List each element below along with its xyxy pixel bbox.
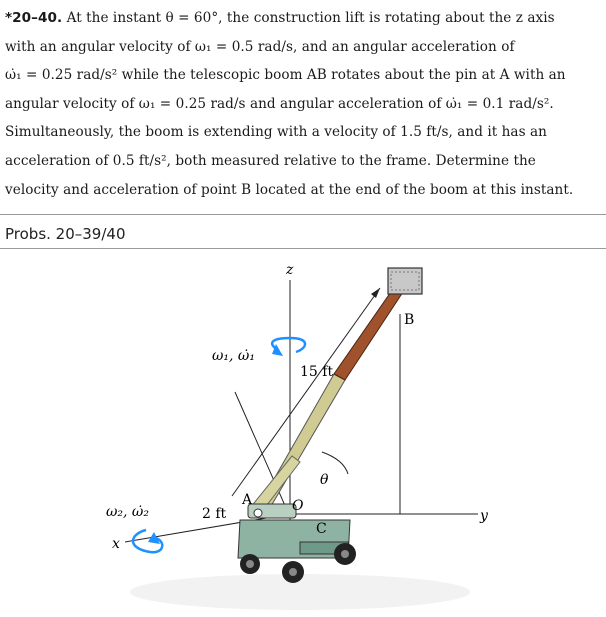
label-omega1: ω₁, ω̇₁	[212, 348, 255, 364]
label-C: C	[316, 521, 327, 537]
problem-line-2: with an angular velocity of ω₁ = 0.5 rad/s, and an angular acceleration of	[5, 38, 515, 55]
construction-lift-figure	[0, 252, 606, 617]
dimension-arrowhead	[371, 288, 380, 298]
label-omega2: ω₂, ω̇₂	[106, 504, 149, 520]
dimension-line-15ft	[232, 288, 380, 496]
label-O: O	[292, 498, 304, 514]
hub-front-left	[246, 560, 254, 568]
label-z: z	[286, 262, 294, 278]
label-2ft: 2 ft	[202, 506, 227, 522]
top-divider	[0, 214, 606, 215]
label-B: B	[404, 312, 415, 328]
label-y: y	[480, 508, 488, 524]
problem-line-1	[5, 4, 601, 33]
hub-front-right	[289, 568, 297, 576]
problem-line-6: acceleration of 0.5 ft/s², both measured relative to the frame. Determine the	[5, 152, 536, 169]
label-A: A	[242, 492, 253, 508]
boom-upper	[334, 286, 403, 380]
problem-text-1: At the instant θ = 60°, the construction lift is rotating about the z axis	[66, 10, 555, 26]
pin-A	[254, 509, 262, 517]
figure-caption: Probs. 20–39/40	[5, 225, 126, 243]
label-theta: θ	[320, 472, 329, 488]
theta-arc	[322, 452, 348, 474]
problem-line-7: velocity and acceleration of point B located at the end of the boom at this instant.	[5, 181, 574, 198]
label-15ft: 15 ft	[300, 364, 334, 380]
problem-statement	[5, 4, 601, 204]
problem-number: *20–40.	[5, 10, 63, 26]
problem-line-4: angular velocity of ω₁ = 0.25 rad/s and angular acceleration of ω̇₁ = 0.1 rad/s².	[5, 95, 554, 112]
hub-rear	[341, 550, 349, 558]
caption-divider	[0, 248, 606, 249]
label-x: x	[112, 536, 120, 552]
problem-line-3: ω̇₁ = 0.25 rad/s² while the telescopic boom AB rotates about the pin at A with an	[5, 67, 566, 84]
problem-line-5: Simultaneously, the boom is extending with a velocity of 1.5 ft/s, and it has an	[5, 124, 547, 141]
